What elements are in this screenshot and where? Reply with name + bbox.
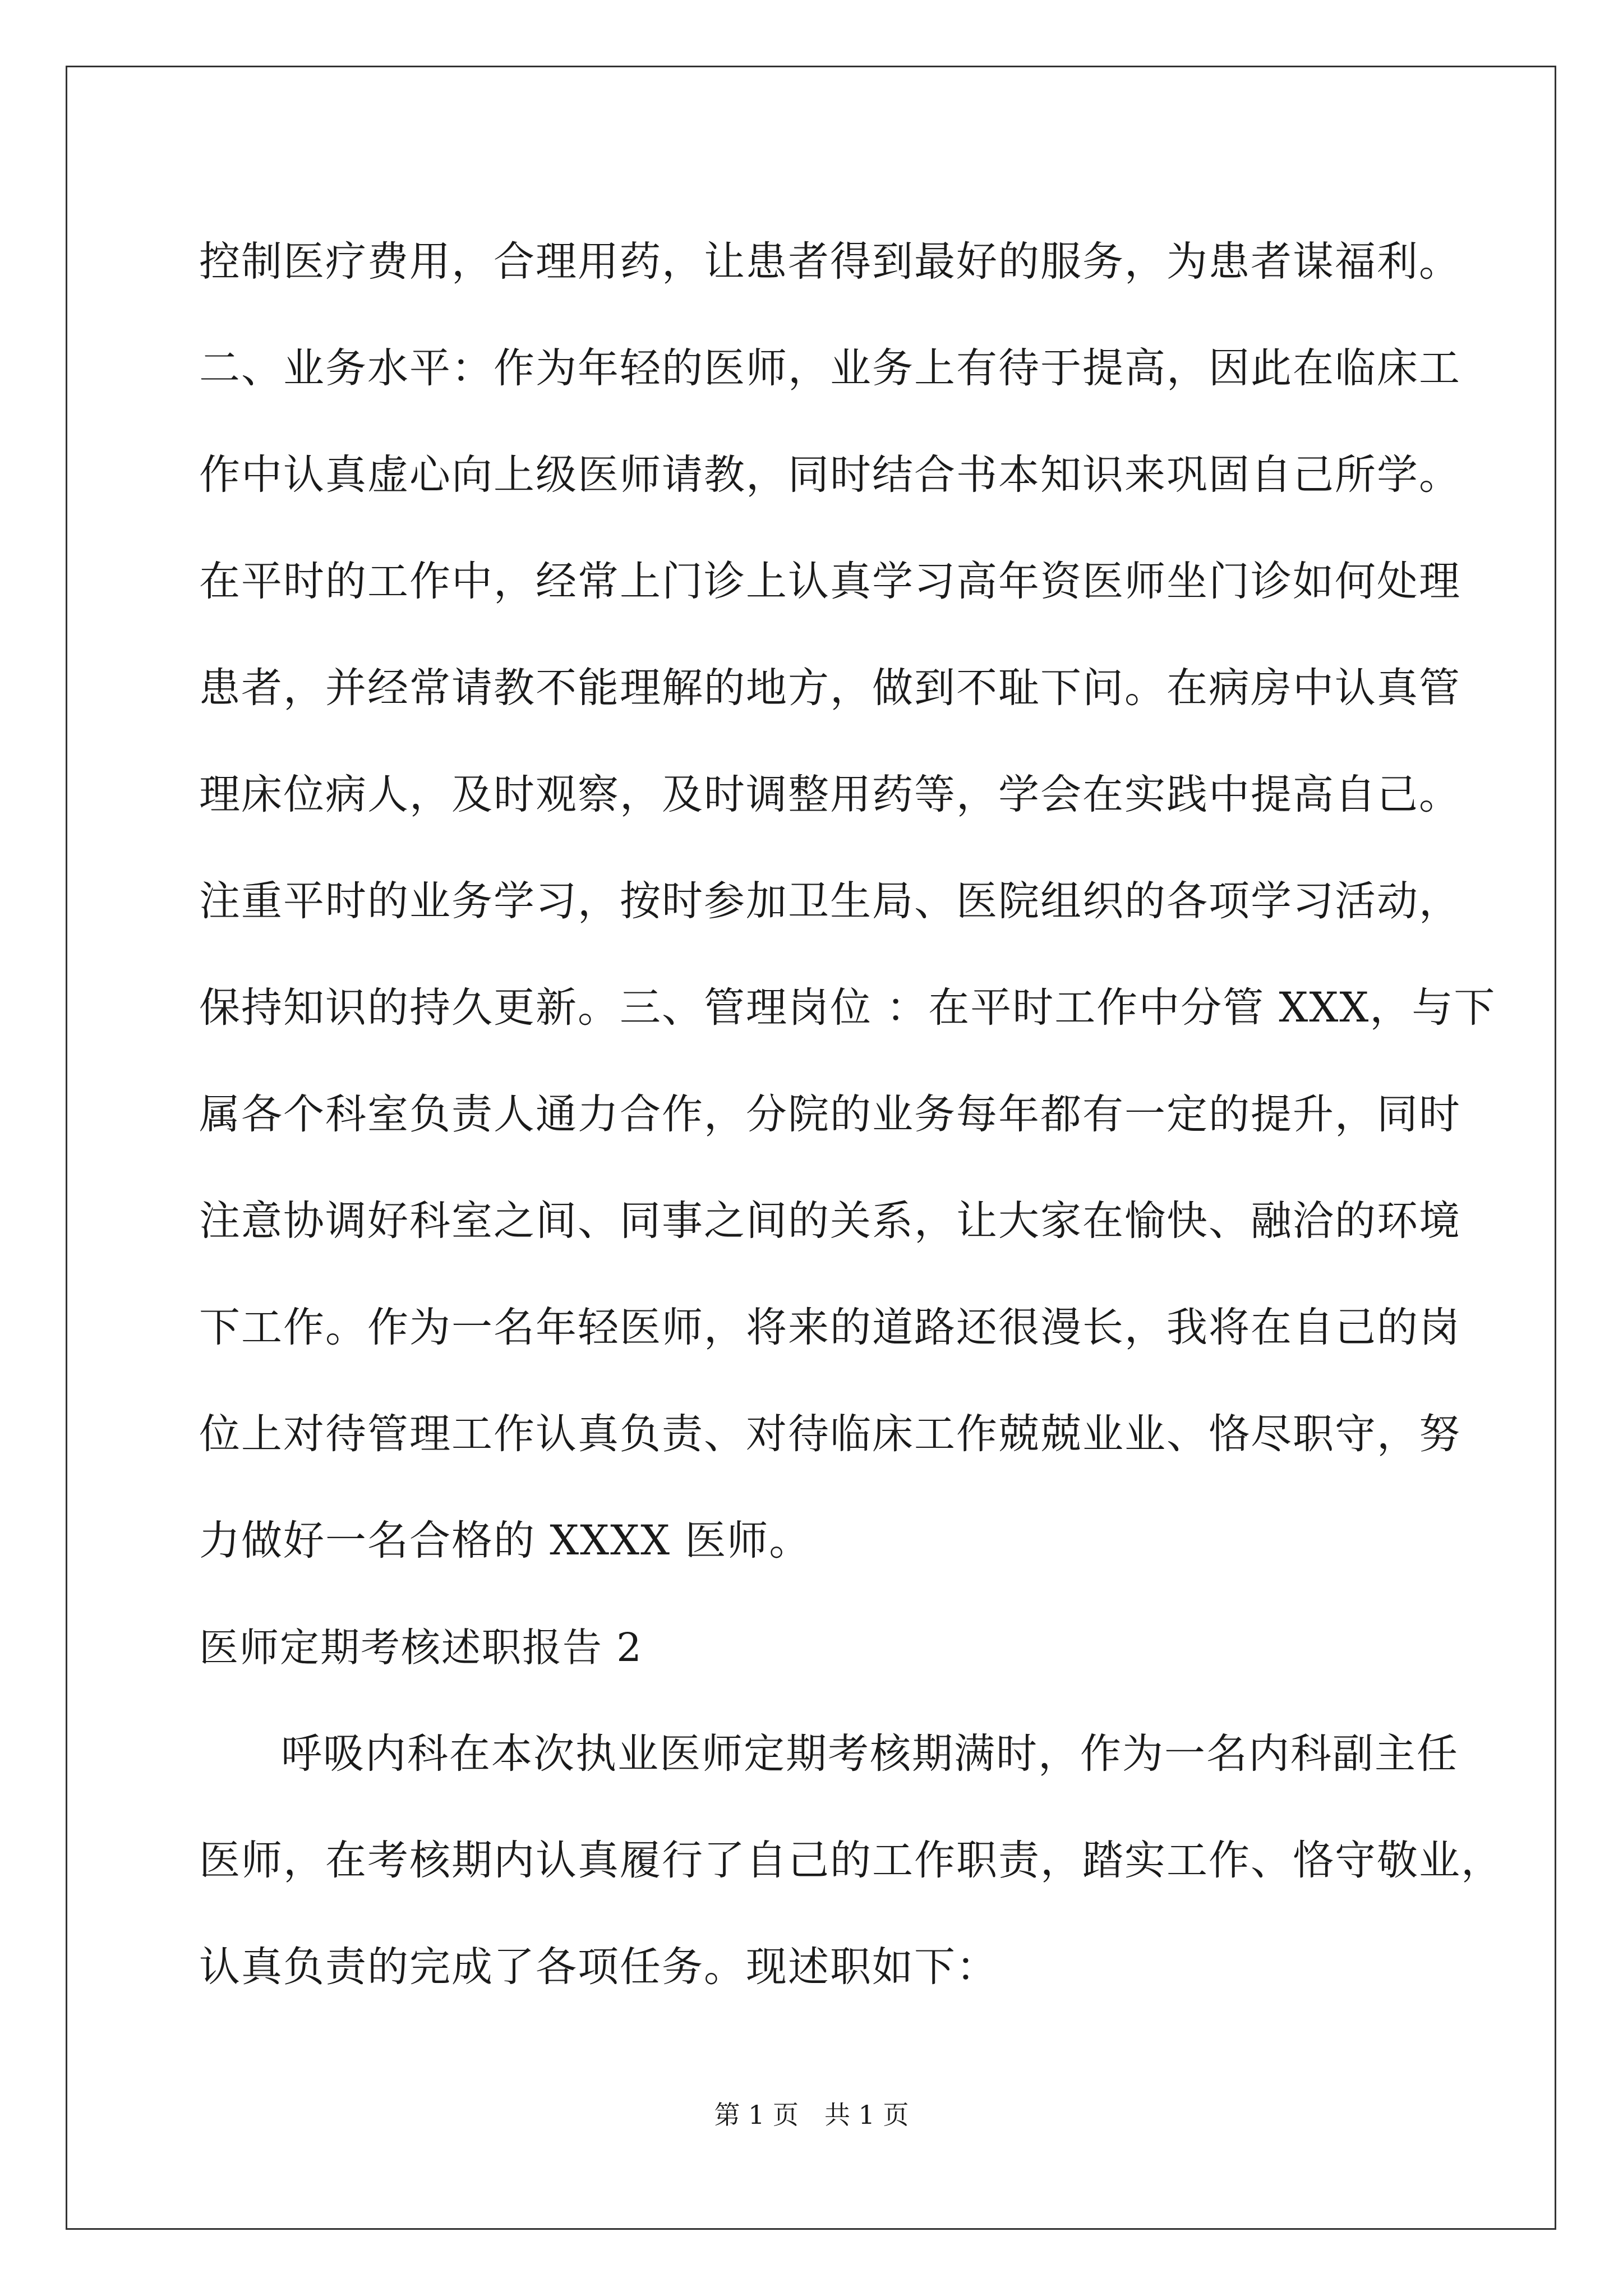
text-line: 医师，在考核期内认真履行了自己的工作职责，踏实工作、恪守敬业， [199, 1837, 1503, 1884]
text-line: 保持知识的持久更新。三、管理岗位 ：在平时工作中分管 XXX，与下 [199, 984, 1496, 1032]
text-line: 认真负责的完成了各项任务。现述职如下： [199, 1943, 998, 1991]
document-body [199, 209, 1503, 2021]
text-line: 控制医疗费用，合理用药，让患者得到最好的服务，为患者谋福利。 [199, 238, 1461, 286]
section-heading: 医师定期考核述职报告 2 [199, 1625, 643, 1671]
text-line: 注意协调好科室之间、同事之间的关系，让大家在愉快、融洽的环境 [199, 1197, 1461, 1245]
text-line: 位上对待管理工作认真负责、对待临床工作兢兢业业、恪尽职守，努 [199, 1410, 1461, 1458]
text-line: 二、业务水平：作为年轻的医师，业务上有待于提高，因此在临床工 [199, 344, 1461, 392]
text-line: 患者，并经常请教不能理解的地方，做到不耻下问。在病房中认真管 [199, 664, 1461, 712]
page-footer: 第 1 页 共 1 页 [714, 2100, 909, 2130]
text-line: 力做好一名合格的 XXXX 医师。 [199, 1517, 811, 1565]
text-line: 在平时的工作中，经常上门诊上认真学习高年资医师坐门诊如何处理 [199, 558, 1461, 605]
text-line: 属各个科室负责人通力合作，分院的业务每年都有一定的提升，同时 [199, 1091, 1461, 1138]
text-line: 下工作。作为一名年轻医师，将来的道路还很漫长，我将在自己的岗 [199, 1304, 1461, 1351]
text-line: 呼吸内科在本次执业医师定期考核期满时，作为一名内科副主任 [281, 1730, 1459, 1778]
text-line: 注重平时的业务学习，按时参加卫生局、医院组织的各项学习活动， [199, 877, 1461, 925]
text-line: 理床位病人，及时观察，及时调整用药等，学会在实践中提高自己。 [199, 771, 1461, 818]
text-line: 作中认真虚心向上级医师请教，同时结合书本知识来巩固自己所学。 [199, 451, 1461, 499]
